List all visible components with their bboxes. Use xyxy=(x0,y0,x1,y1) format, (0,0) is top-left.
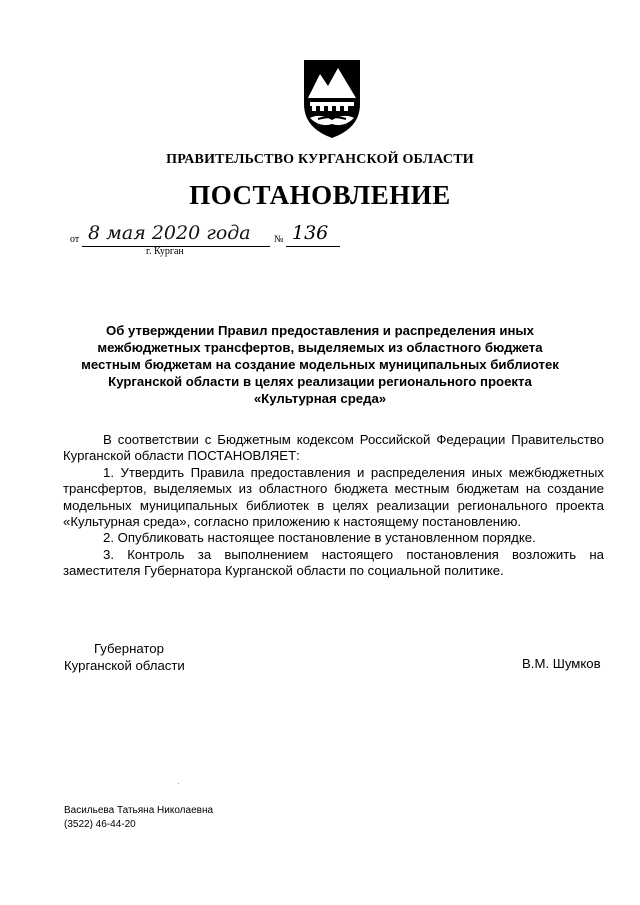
subject-line: Курганской области в целях реализации регионального проекта xyxy=(108,374,532,389)
scan-speck xyxy=(178,783,179,784)
position-line: Курганской области xyxy=(64,658,185,673)
body-paragraph: 1. Утвердить Правила предоставления и распределения иных межбюджетных трансфертов, выделяемых из областного бюджета местным бюджетам на создание модельных муниципальных библиотек в целях реализации регионального проекта «Культурная среда», согласно приложению к настоящему постановлению. xyxy=(63,464,604,530)
document-body xyxy=(63,432,604,580)
signatory-position xyxy=(64,640,185,674)
body-paragraph: В соответствии с Бюджетным кодексом Российской Федерации Правительство Курганской области ПОСТАНОВЛЯЕТ: xyxy=(63,432,604,464)
date-number-line xyxy=(70,222,370,248)
subject-line: межбюджетных трансфертов, выделяемых из областного бюджета xyxy=(97,340,543,355)
executor-phone: (3522) 46-44-20 xyxy=(64,819,136,830)
document-type-title: ПОСТАНОВЛЕНИЕ xyxy=(189,180,451,210)
number-label: № xyxy=(274,234,284,245)
executor-name: Васильева Татьяна Николаевна xyxy=(64,805,214,816)
body-paragraph: 2. Опубликовать настоящее постановление в установленном порядке. xyxy=(103,530,536,546)
subject-line: «Культурная среда» xyxy=(253,391,387,406)
signatory-name: В.М. Шумков xyxy=(522,656,601,671)
kurgan-coat-of-arms-icon xyxy=(300,58,364,140)
number-underline xyxy=(286,246,340,247)
position-line: Губернатор xyxy=(94,641,164,656)
subject-line: Об утверждении Правил предоставления и распределения иных xyxy=(105,323,535,338)
date-from-label: от xyxy=(70,234,80,245)
government-name: ПРАВИТЕЛЬСТВО КУРГАНСКОЙ ОБЛАСТИ xyxy=(166,152,474,167)
city-label: г. Курган xyxy=(146,246,184,257)
document-subject xyxy=(70,322,570,407)
handwritten-number: 136 xyxy=(292,222,329,244)
body-paragraph: 3. Контроль за выполнением настоящего постановления возложить на заместителя Губернатора Курганской области по социальной политике. xyxy=(63,546,604,579)
subject-line: местным бюджетам на создание модельных муниципальных библиотек xyxy=(81,357,559,372)
executor-info xyxy=(64,804,213,832)
handwritten-date: 8 мая 2020 года xyxy=(88,222,251,244)
